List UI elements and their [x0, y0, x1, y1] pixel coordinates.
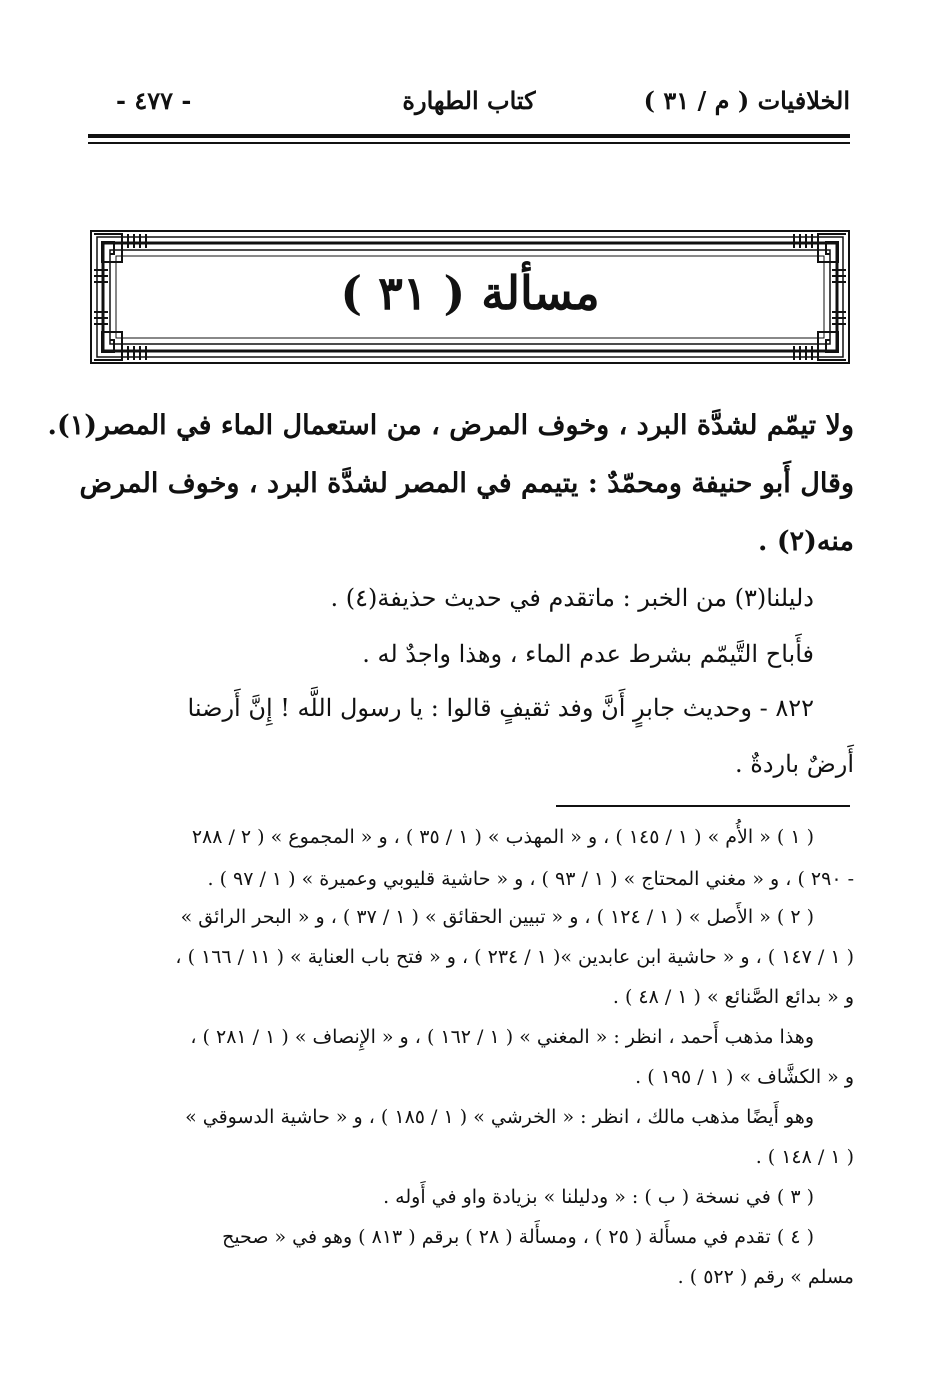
chapter-title: كتاب الطهارة — [402, 86, 536, 115]
footnote-line: ( ٤ ) تقدم في مسأَلة ( ٢٥ ) ، ومسأَلة ( ٢٨ ) برقم ( ٨١٣ ) وهو في « صحيح — [222, 1226, 814, 1248]
footnote-line: - ٢٩٠ ) ، و « مغني المحتاج » ( ١ / ٩٣ ) ، و « حاشية قليوبي وعميرة » ( ١ / ٩٧ ) . — [207, 868, 854, 890]
footnote-line: ( ١ ) « الأُم » ( ١ / ١٤٥ ) ، و « المهذب » ( ١ / ٣٥ ) ، و « المجموع » ( ٢ / ٢٨٨ — [191, 826, 814, 848]
footnote-line: ( ٣ ) في نسخة ( ب ) : « ودليلنا » بزيادة واو في أَوله . — [383, 1186, 814, 1208]
footnote-line: ( ١ / ١٤٧ ) ، و « حاشية ابن عابدين »( ١ / ٢٣٤ ) ، و « فتح باب العناية » ( ١١ / ١٦٦ ) ، — [175, 946, 854, 968]
paragraph-line: أَرضٌ باردةٌ . — [734, 750, 854, 778]
paragraph-line: وقال أَبو حنيفة ومحمّدٌ : يتيمم في المصر لشدَّة البرد ، وخوف المرض — [79, 468, 854, 499]
paragraph-line: دليلنا(٣) من الخبر : ماتقدم في حديث حذيفة(٤) . — [330, 584, 814, 612]
footnote-line: ( ١ / ١٤٨ ) . — [755, 1146, 854, 1168]
footnote-line: ( ٢ ) « الأَصل » ( ١ / ١٢٤ ) ، و « تبيين الحقائق » ( ١ / ٣٧ ) ، و « البحر الرائق » — [180, 906, 814, 928]
footnote-line: وهو أَيضًا مذهب مالك ، انظر : « الخرشي » ( ١ / ١٨٥ ) ، و « حاشية الدسوقي » — [185, 1106, 814, 1128]
section-title: مسألة ( ٣١ ) — [340, 266, 600, 320]
book-title: الخلافيات ( م / ٣١ ) — [643, 86, 850, 115]
paragraph-line: ولا تيمّم لشدَّة البرد ، وخوف المرض ، من استعمال الماء في المصر(١). — [47, 410, 854, 441]
footnotes — [84, 0, 854, 1389]
paragraph-line: منه(٢) . — [758, 526, 854, 557]
footnote-line: و « بدائع الصَّنائع » ( ١ / ٤٨ ) . — [612, 986, 854, 1008]
footnote-line: و « الكشَّاف » ( ١ / ١٩٥ ) . — [635, 1066, 854, 1088]
paragraph-line: ٨٢٢ - وحديث جابرٍ أَنَّ وفد ثقيفٍ قالوا : يا رسول اللَّه ! إِنَّ أَرضنا — [187, 694, 814, 722]
page-number: - ٤٧٧ - — [116, 86, 192, 115]
footnote-line: وهذا مذهب أَحمد ، انظر : « المغني » ( ١ / ١٦٢ ) ، و « الإِنصاف » ( ١ / ٢٨١ ) ، — [190, 1026, 814, 1048]
footnote-line: مسلم » رقم ( ٥٢٢ ) . — [677, 1266, 854, 1288]
paragraph-line: فأَباح التَّيمّم بشرط عدم الماء ، وهذا واجدٌ له . — [362, 640, 814, 668]
